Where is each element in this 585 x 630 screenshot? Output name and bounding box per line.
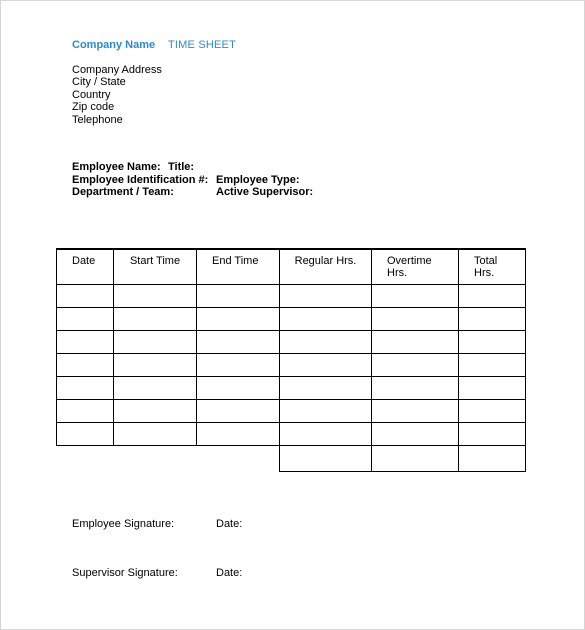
- cell-start-time[interactable]: [114, 331, 197, 354]
- cell-end-time[interactable]: [197, 423, 280, 446]
- employee-signature-label: Employee Signature:: [72, 518, 175, 530]
- cell-end-time[interactable]: [197, 400, 280, 423]
- cell-total-hrs[interactable]: [459, 377, 526, 400]
- cell-overtime-hrs[interactable]: [372, 308, 459, 331]
- totals-cell-overtime-hrs[interactable]: [372, 446, 459, 472]
- active-supervisor-label: Active Supervisor:: [216, 186, 314, 199]
- cell-date[interactable]: [57, 423, 114, 446]
- cell-end-time[interactable]: [197, 354, 280, 377]
- cell-regular-hrs[interactable]: [280, 377, 372, 400]
- totals-cell-total-hrs[interactable]: [459, 446, 526, 472]
- employee-type-label: Employee Type:: [216, 173, 300, 186]
- cell-total-hrs[interactable]: [459, 423, 526, 446]
- table-header-row: [57, 249, 526, 285]
- column-header-total-hrs: Total Hrs.: [459, 249, 526, 285]
- supervisor-signature-date-label: Date:: [216, 567, 243, 579]
- cell-end-time[interactable]: [197, 377, 280, 400]
- cell-date[interactable]: [57, 285, 114, 308]
- cell-overtime-hrs[interactable]: [372, 377, 459, 400]
- column-header-regular-hrs: Regular Hrs.: [280, 249, 372, 285]
- cell-start-time[interactable]: [114, 423, 197, 446]
- employee-signature-date-label: Date:: [216, 518, 243, 530]
- timesheet-table: [56, 248, 526, 472]
- totals-spacer: [114, 446, 197, 472]
- department-label: Department / Team:: [72, 186, 174, 199]
- table-row: [57, 285, 526, 308]
- cell-end-time[interactable]: [197, 331, 280, 354]
- address-line: Zip code: [72, 101, 115, 114]
- cell-start-time[interactable]: [114, 354, 197, 377]
- address-line: City / State: [72, 76, 126, 89]
- table-row: [57, 377, 526, 400]
- cell-regular-hrs[interactable]: [280, 285, 372, 308]
- cell-total-hrs[interactable]: [459, 285, 526, 308]
- table-row: [57, 331, 526, 354]
- company-address-block: [72, 64, 162, 126]
- cell-date[interactable]: [57, 377, 114, 400]
- employee-id-label: Employee Identification #:: [72, 173, 209, 186]
- company-name: Company Name: [72, 39, 156, 51]
- column-header-overtime-hrs: Overtime Hrs.: [372, 249, 459, 285]
- title-label: Title:: [168, 161, 195, 173]
- cell-total-hrs[interactable]: [459, 308, 526, 331]
- cell-regular-hrs[interactable]: [280, 308, 372, 331]
- employee-info-right: [216, 174, 313, 199]
- cell-total-hrs[interactable]: [459, 354, 526, 377]
- cell-date[interactable]: [57, 400, 114, 423]
- cell-total-hrs[interactable]: [459, 400, 526, 423]
- table-row: [57, 400, 526, 423]
- cell-overtime-hrs[interactable]: [372, 331, 459, 354]
- supervisor-signature-label: Supervisor Signature:: [72, 567, 178, 579]
- cell-date[interactable]: [57, 308, 114, 331]
- column-header-date: Date: [57, 249, 114, 285]
- cell-start-time[interactable]: [114, 400, 197, 423]
- cell-end-time[interactable]: [197, 308, 280, 331]
- employee-name-label: Employee Name:: [72, 161, 161, 173]
- cell-end-time[interactable]: [197, 285, 280, 308]
- cell-start-time[interactable]: [114, 308, 197, 331]
- totals-cell-regular-hrs[interactable]: [280, 446, 372, 472]
- cell-start-time[interactable]: [114, 285, 197, 308]
- table-row: [57, 354, 526, 377]
- cell-date[interactable]: [57, 354, 114, 377]
- totals-row: [57, 446, 526, 472]
- table-row: [57, 423, 526, 446]
- cell-regular-hrs[interactable]: [280, 400, 372, 423]
- cell-overtime-hrs[interactable]: [372, 285, 459, 308]
- totals-spacer: [57, 446, 114, 472]
- column-header-end-time: End Time: [197, 249, 280, 285]
- cell-date[interactable]: [57, 331, 114, 354]
- cell-regular-hrs[interactable]: [280, 331, 372, 354]
- cell-regular-hrs[interactable]: [280, 423, 372, 446]
- totals-spacer: [197, 446, 280, 472]
- address-line: Country: [72, 88, 111, 101]
- cell-overtime-hrs[interactable]: [372, 423, 459, 446]
- cell-total-hrs[interactable]: [459, 331, 526, 354]
- cell-regular-hrs[interactable]: [280, 354, 372, 377]
- address-line: Company Address: [72, 64, 162, 76]
- address-line: Telephone: [72, 113, 123, 126]
- cell-overtime-hrs[interactable]: [372, 354, 459, 377]
- cell-start-time[interactable]: [114, 377, 197, 400]
- table-row: [57, 308, 526, 331]
- cell-overtime-hrs[interactable]: [372, 400, 459, 423]
- document-title: TIME SHEET: [168, 39, 237, 51]
- column-header-start-time: Start Time: [114, 249, 197, 285]
